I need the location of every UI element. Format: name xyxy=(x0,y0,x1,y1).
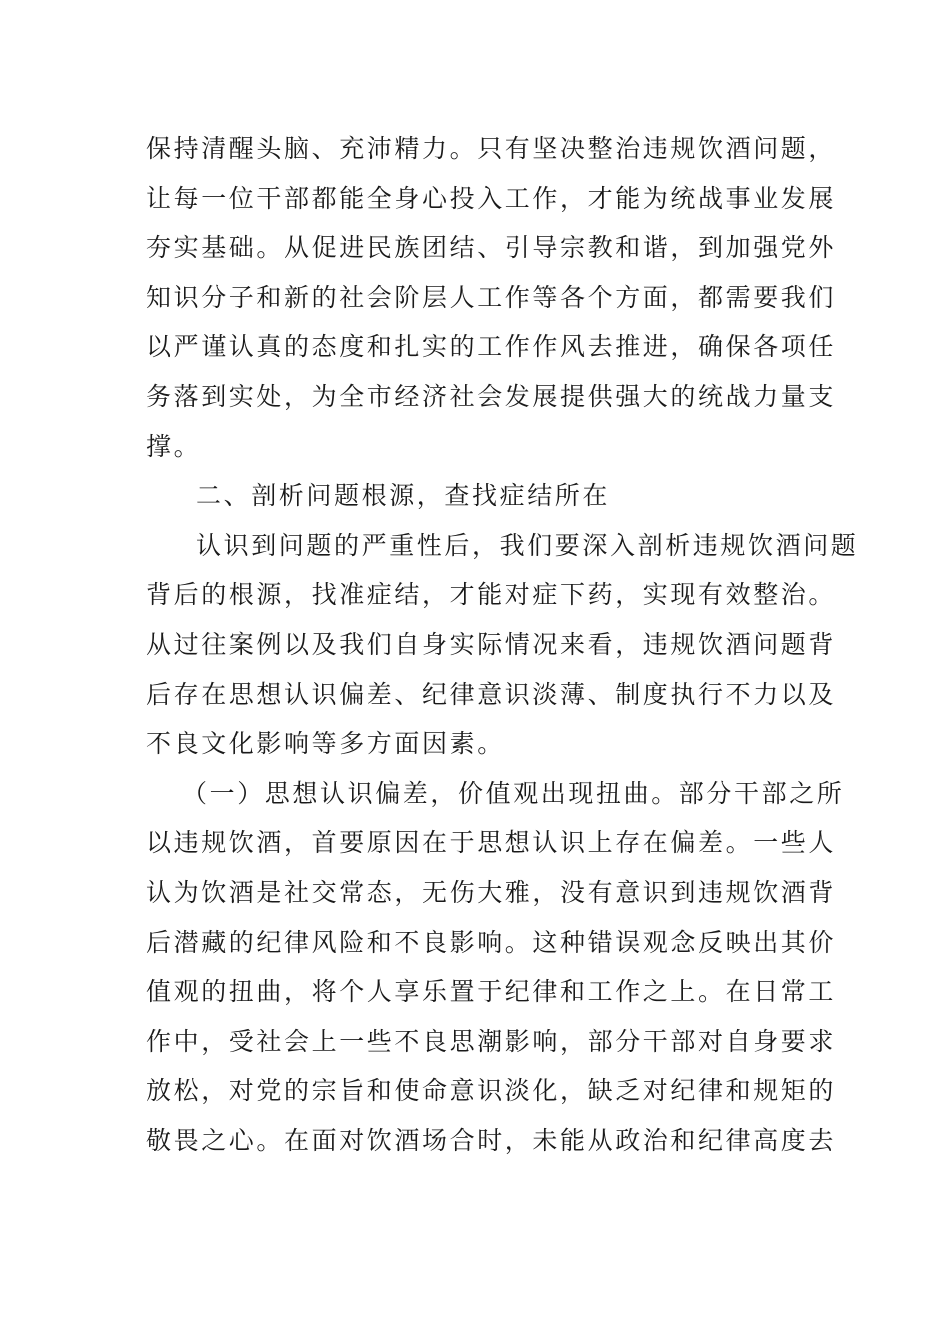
paragraph-point-one xyxy=(146,769,845,1166)
text-line: 知识分子和新的社会阶层人工作等各个方面，都需要我们 xyxy=(146,282,837,312)
text-line: 作中，受社会上一些不良思潮影响，部分干部对自身要求 xyxy=(146,1026,837,1056)
text-line: 以严谨认真的态度和扎实的工作作风去推进，确保各项任 xyxy=(146,332,837,362)
text-line: 认识到问题的严重性后，我们要深入剖析违规饮酒问题 xyxy=(196,530,859,560)
text-line: 值观的扭曲，将个人享乐置于纪律和工作之上。在日常工 xyxy=(146,977,837,1007)
text-line: 认为饮酒是社交常态，无伤大雅，没有意识到违规饮酒背 xyxy=(146,877,837,907)
text-line: 夯实基础。从促进民族团结、引导宗教和谐，到加强党外 xyxy=(146,233,837,263)
text-line: 让每一位干部都能全身心投入工作，才能为统战事业发展 xyxy=(146,183,837,213)
document-body xyxy=(146,124,859,1165)
text-line: 敬畏之心。在面对饮酒场合时，未能从政治和纪律高度去 xyxy=(146,1125,837,1155)
text-line: 背后的根源，找准症结，才能对症下药，实现有效整治。 xyxy=(146,580,837,610)
text-line: 从过往案例以及我们自身实际情况来看，违规饮酒问题背 xyxy=(146,629,837,659)
text-line: 后潜藏的纪律风险和不良影响。这种错误观念反映出其价 xyxy=(146,927,837,957)
text-line: 以违规饮酒，首要原因在于思想认识上存在偏差。一些人 xyxy=(146,828,837,858)
paragraph-intro xyxy=(146,521,859,769)
text-line: 不良文化影响等多方面因素。 xyxy=(146,729,505,759)
text-line: 撑。 xyxy=(146,431,202,461)
text-line: 放松，对党的宗旨和使命意识淡化，缺乏对纪律和规矩的 xyxy=(146,1076,837,1106)
text-line: （一）思想认识偏差，价值观出现扭曲。部分干部之所 xyxy=(182,778,845,808)
paragraph-continued xyxy=(146,124,837,471)
text-line: 后存在思想认识偏差、纪律意识淡薄、制度执行不力以及 xyxy=(146,679,837,709)
text-line: 保持清醒头脑、充沛精力。只有坚决整治违规饮酒问题， xyxy=(146,134,837,163)
section-heading xyxy=(146,471,806,521)
heading-text: 二、剖析问题根源，查找症结所在 xyxy=(196,481,611,511)
text-line: 务落到实处，为全市经济社会发展提供强大的统战力量支 xyxy=(146,381,837,411)
